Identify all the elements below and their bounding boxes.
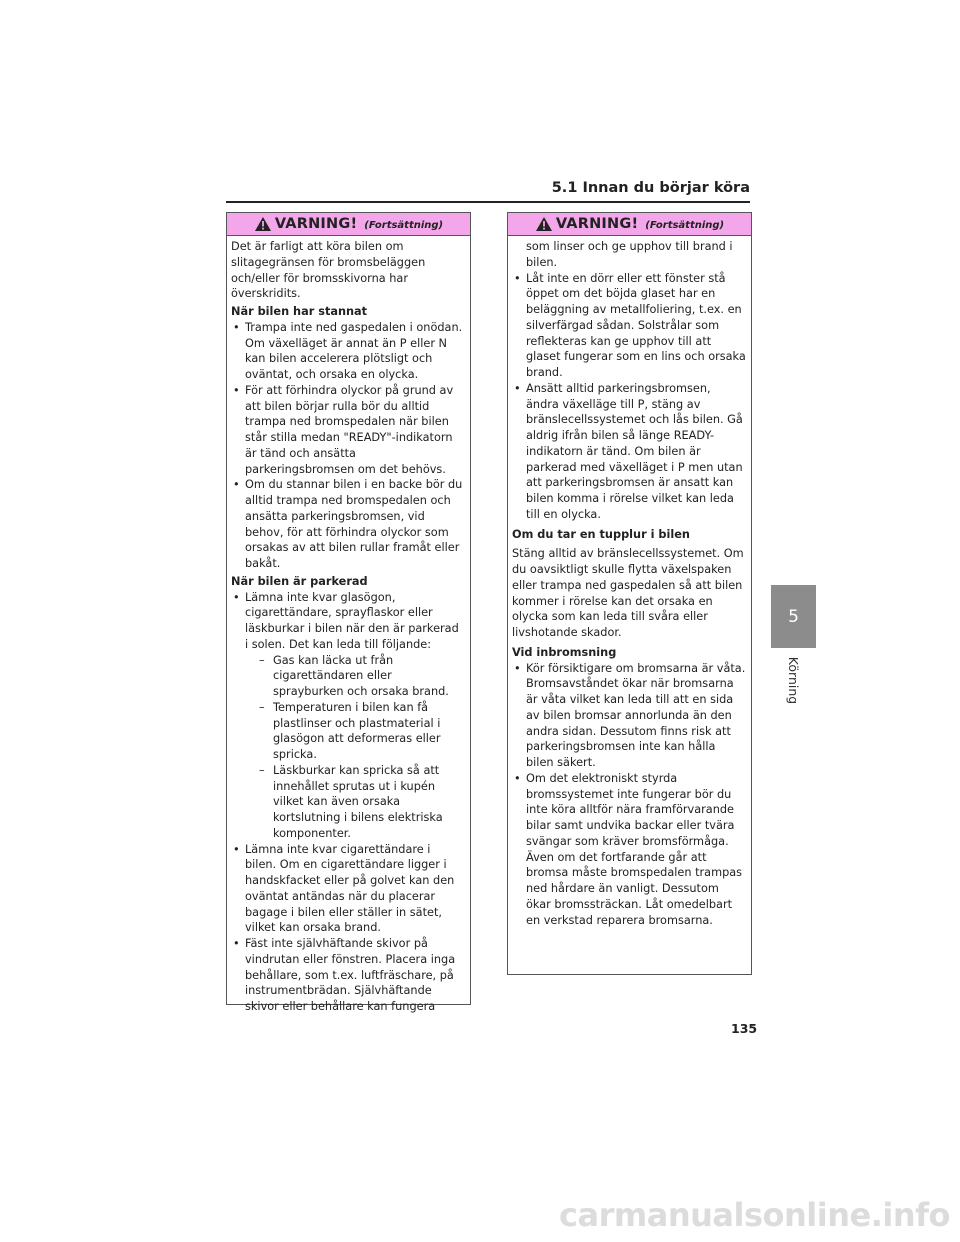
chapter-number: 5 <box>788 606 799 627</box>
warning-body <box>508 236 751 928</box>
section-title: 5.1 Innan du börjar köra <box>551 180 750 196</box>
list-item: • Kör försiktigare om bromsarna är våta. Bromsavståndet ökar när bromsarna är våta vilket kan leda till att en sida av bilen bromsar annorlunda än den andra sidan. Dessutom finns risk att parkeringsbromsen inte kan hålla bilen säkert. <box>512 661 746 771</box>
subheading-nap: Om du tar en tupplur i bilen <box>512 527 690 541</box>
intro-text: Det är farligt att köra bilen om slitagegränsen för bromsbeläggen och/eller för bromsskivorna har överskridits. <box>231 240 426 301</box>
right-list <box>512 271 746 523</box>
list-item: • Om det elektroniskt styrda bromssystemet inte fungerar bör du inte köra alltför nära framförvarande bilar samt undvika backar eller tvära svängar som kräver bromsförmåga. Även om det fortfarande går att bromsa måste bromspedalen trampas ned hårdare än vanligt. Dessutom ökar bromssträckan. Låt omedelbart en verkstad reparera bromsarna. <box>512 771 746 929</box>
parked-list <box>231 590 465 1015</box>
braking-list <box>512 661 746 929</box>
list-item: • Ansätt alltid parkeringsbromsen, ändra växelläge till P, stäng av bränslecellssystemet och lås bilen. Gå aldrig ifrån bilen så länge READY-indikatorn är tänd. Om bilen är parkerad med växelläget i P men utan att parkeringsbromsen är ansatt kan bilen komma i rörelse vilket kan leda till en olycka. <box>512 381 746 523</box>
list-item <box>231 590 465 842</box>
warning-box-left <box>226 212 471 1013</box>
list-item: • Om du stannar bilen i en backe bör du alltid trampa ned bromspedalen och ansätta parkeringsbromsen, vid behov, för att förhindra olyckor som orsakas av att bilen rullar framåt eller bakåt. <box>231 477 465 572</box>
warning-box-right <box>507 212 752 975</box>
chapter-tab <box>771 585 816 648</box>
chapter-label <box>771 650 816 710</box>
warning-triangle-icon <box>254 216 272 232</box>
list-item: • Fäst inte självhäftande skivor på vindrutan eller fönstren. Placera inga behållare, som t.ex. luftfräschare, på instrumentbrädan. Självhäftande skivor eller behållare kan fungera <box>231 936 465 1015</box>
warning-continued: (Fortsättning) <box>364 220 444 231</box>
nap-text: Stäng alltid av bränslecellssystemet. Om du oavsiktligt skulle flytta växelspaken eller trampa ned gaspedalen så att bilen kommer i rörelse kan det orsaka en olycka som kan leda till svåra eller livshotande skador. <box>512 547 744 639</box>
warning-header <box>508 213 751 236</box>
warning-triangle-icon <box>535 216 553 232</box>
continuation-text: som linser och ge upphov till brand i bilen. <box>526 240 733 269</box>
list-item-text: Lämna inte kvar glasögon, cigarettändare, sprayflaskor eller läskburkar i bilen när den är parkerad i solen. Det kan leda till följande: <box>245 590 459 651</box>
warning-header <box>227 213 470 236</box>
page-number: 135 <box>731 1021 758 1036</box>
warning-label: VARNING! <box>274 216 358 232</box>
chapter-label-text: Körning <box>786 656 801 704</box>
dash-item: – Gas kan läcka ut från cigarettändaren eller sprayburken och orsaka brand. <box>259 653 465 700</box>
dash-list <box>245 653 465 842</box>
stopped-list <box>231 320 465 572</box>
dash-item: – Läskburkar kan spricka så att innehållet sprutas ut i kupén vilket kan även orsaka kortslutning i bilens elektriska komponenter. <box>259 763 465 842</box>
watermark: carmanualsonline.info <box>559 1196 950 1234</box>
warning-label: VARNING! <box>555 216 639 232</box>
warning-continued: (Fortsättning) <box>645 220 725 231</box>
subheading-parked: När bilen är parkerad <box>231 574 368 588</box>
subheading-braking: Vid inbromsning <box>512 645 617 659</box>
warning-body <box>227 236 470 1015</box>
list-item: • För att förhindra olyckor på grund av att bilen börjar rulla bör du alltid trampa ned bromspedalen när bilen står stilla medan "READY"-indikatorn är tänd och ansätta parkeringsbromsen om det behövs. <box>231 383 465 478</box>
subheading-stopped: När bilen har stannat <box>231 305 368 318</box>
list-item: • Lämna inte kvar cigarettändare i bilen. Om en cigarettändare ligger i handskfacket eller på golvet kan den oväntat antändas när du placerar bagage i bilen eller ställer in sätet, vilket kan orsaka brand. <box>231 842 465 937</box>
list-item: • Trampa inte ned gaspedalen i onödan. Om växelläget är annat än P eller N kan bilen accelerera plötsligt och oväntat, och orsaka en olycka. <box>231 320 465 383</box>
dash-item: – Temperaturen i bilen kan få plastlinser och plastmaterial i glasögon att deformeras eller spricka. <box>259 700 465 763</box>
list-item: • Låt inte en dörr eller ett fönster stå öppet om det böjda glaset har en beläggning av metallfoliering, t.ex. en silverfärgad sådan. Solstrålar som reflekteras kan ge upphov till att glaset fungerar som en lins och orsaka brand. <box>512 271 746 381</box>
header-rule <box>226 201 750 203</box>
